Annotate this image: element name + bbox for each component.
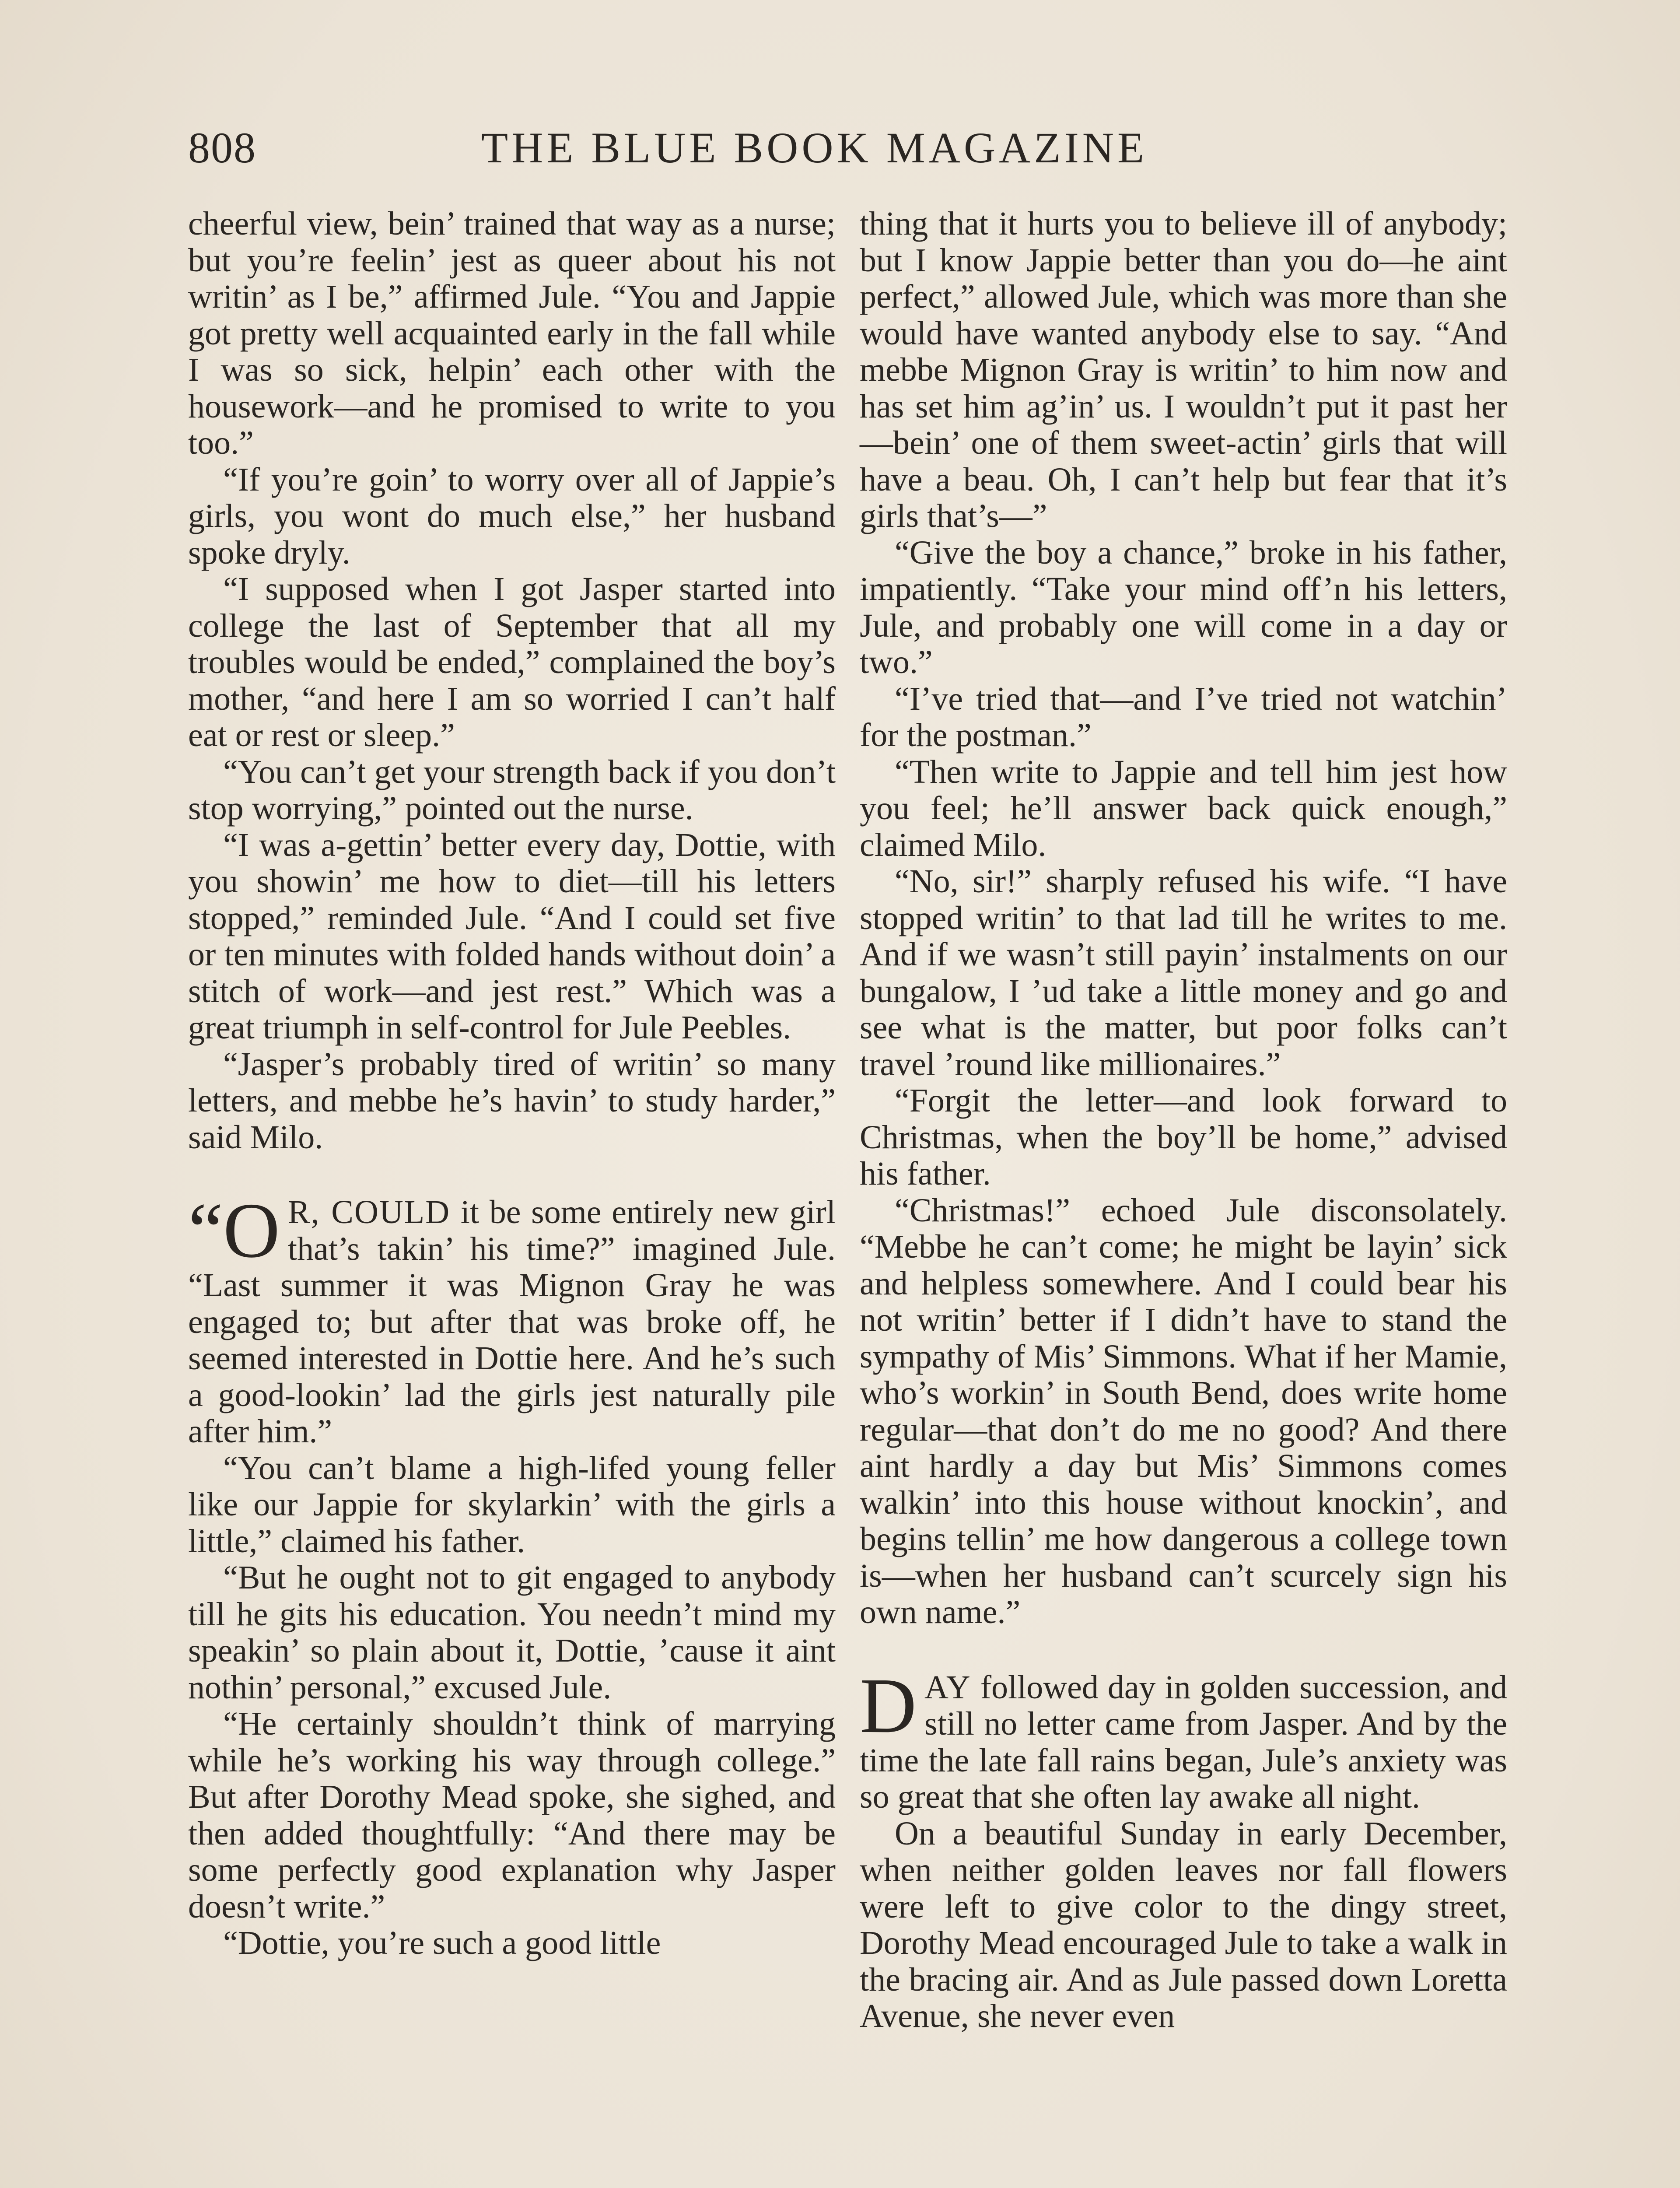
drop-cap [188,1187,280,1274]
lead-in-caps: R, COULD [287,1194,451,1231]
paragraph: “Give the boy a chance,” broke in his father, impatiently. “Take your mind off’n his letters, Jule, and probably one will come in a day or two.” [860,534,1507,680]
paragraph: cheerful view, bein’ trained that way as a nurse; but you’re feelin’ jest as queer about his not writin’ as I be,” affirmed Jule. “You and Jappie got pretty well acquainted early in the fall while I was so sick, helpin’ each other with the housework—and he promised to write to you too.” [188,205,836,461]
paragraph: “I supposed when I got Jasper started into college the last of September that all my troubles would be ended,” complained the boy’s mother, “and here I am so worried I can’t half eat or rest or sleep.” [188,571,836,754]
paragraph: “Forgit the letter—and look forward to Christmas, when the boy’ll be home,” advised his father. [860,1082,1507,1192]
paragraph: “If you’re goin’ to worry over all of Jappie’s girls, you wont do much else,” her husband spoke dryly. [188,461,836,571]
page-number: 808 [188,123,256,172]
page-header [188,118,1501,179]
section-opening-paragraph [860,1662,1507,1816]
paragraph: “You can’t get your strength back if you don’t stop worrying,” pointed out the nurse. [188,753,836,827]
drop-cap-quote: “ [188,1187,223,1274]
paragraph: “Christmas!” echoed Jule disconsolately. “Mebbe he can’t come; he might be layin’ sick and helpless somewhere. And I could bear his not writin’ better if I didn’t have to stand the sympathy of Mis’ Simmons. What if her Mamie, who’s workin’ in South Bend, does write home regular—that don’t do me no good? And there aint hardly a day but Mis’ Simmons comes walkin’ into this house without knockin’, and begins tellin’ me how dangerous a college town is—when her husband can’t scurcely sign his own name.” [860,1192,1507,1630]
paragraph: “Jasper’s probably tired of writin’ so many letters, and mebbe he’s havin’ to study harder,” said Milo. [188,1045,836,1156]
paragraph-text: it be some entirely new girl that’s takin’ his time?” imagined Jule. “Last summer it was Mignon Gray he was engaged to; but after that was broke off, he seemed interested in Dottie here. And he’s such a good-lookin’ lad the girls jest naturally pile after him.” [188,1194,836,1450]
left-column [188,206,836,1962]
drop-cap-letter: O [223,1187,280,1274]
lead-in-caps: AY [924,1669,971,1706]
paragraph: “But he ought not to git engaged to anybody till he gits his education. You needn’t mind my speakin’ so plain about it, Dottie, ’cause it aint nothin’ personal,” excused Jule. [188,1559,836,1706]
paragraph: “Then write to Jappie and tell him jest how you feel; he’ll answer back quick enough,” claimed Milo. [860,753,1507,863]
paragraph: “No, sir!” sharply refused his wife. “I have stopped writin’ to that lad till he writes to me. And if we wasn’t still payin’ instalments on our bungalow, I ’ud take a little money and go and see what is the matter, but poor folks can’t travel ’round like millionaires.” [860,863,1507,1083]
paragraph: “He certainly shouldn’t think of marrying while he’s working his way through college.” But after Dorothy Mead spoke, she sighed, and then added thoughtfully: “And there may be some perfectly good explanation why Jasper doesn’t write.” [188,1705,836,1925]
paragraph: On a beautiful Sunday in early December, when neither golden leaves nor fall flowers were left to give color to the dingy street, Dorothy Mead encouraged Jule to take a walk in the bracing air. And as Jule passed down Loretta Avenue, she never even [860,1815,1507,2034]
right-column [860,206,1507,2035]
paragraph: thing that it hurts you to believe ill of anybody; but I know Jappie better than you do—he aint perfect,” allowed Jule, which was more than she would have wanted anybody else to say. “And mebbe Mignon Gray is writin’ to him now and has set him ag’in’ us. I wouldn’t put it past her—bein’ one of them sweet-actin’ girls that will have a beau. Oh, I can’t help but fear that it’s girls that’s—” [860,205,1507,534]
paragraph: “You can’t blame a high-lifed young feller like our Jappie for skylarkin’ with the girls a little,” claimed his father. [188,1449,836,1560]
paragraph: “I was a-gettin’ better every day, Dottie, with you showin’ me how to diet—till his letters stopped,” reminded Jule. “And I could set five or ten minutes with folded hands without doin’ a stitch of work—and jest rest.” Which was a great triumph in self-control for Jule Peebles. [188,826,836,1046]
drop-cap-letter: D [860,1662,917,1749]
paragraph: “Dottie, you’re such a good little [223,1925,661,1961]
running-title: THE BLUE BOOK MAGAZINE [481,123,1148,172]
paragraph: “I’ve tried that—and I’ve tried not watchin’ for the postman.” [860,680,1507,754]
section-opening-paragraph [188,1187,836,1450]
paragraph-text: followed day in golden succession, and still no letter came from Jasper. And by the time the late fall rains began, Jule’s anxiety was so great that she often lay awake all night. [860,1669,1507,1815]
